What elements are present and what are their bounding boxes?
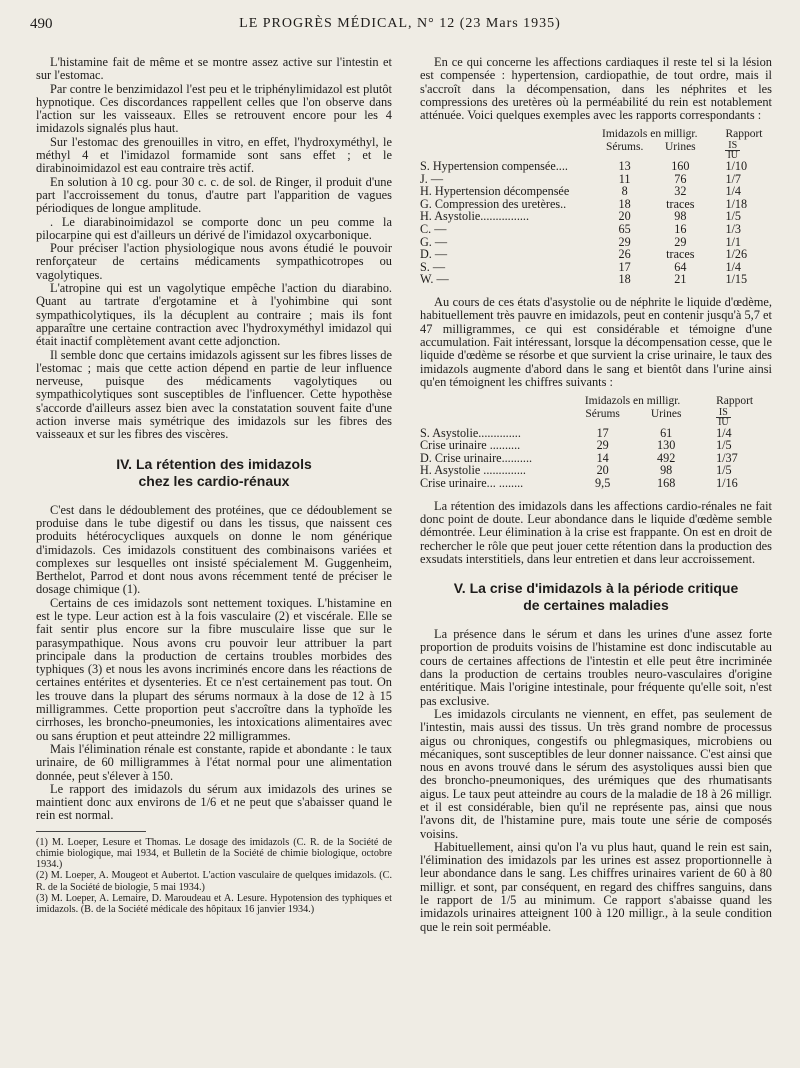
- ratio-value: 1/15: [725, 272, 748, 287]
- ratio-value: 1/18: [725, 196, 748, 211]
- table-row: [420, 223, 772, 236]
- table-row: [420, 439, 772, 452]
- table-col-ratio: Rapport: [716, 395, 754, 408]
- ratio-value: 1/3: [725, 222, 742, 237]
- table-subheader-row: [420, 141, 772, 160]
- table-body: [420, 160, 772, 286]
- serum-value: 13: [618, 159, 631, 174]
- table-row: [420, 477, 772, 490]
- paragraph: La rétention des imidazols dans les affections cardio-rénales ne fait donc point de doute. Leur abondance dans le liquide d'œdème semble démontrée. Leur élimination à la crise est frappante. On est en droit de rechercher le rôle que peut jouer cette rétention dans la production des exsudats interstitiels, dans leur entretien et dans leur accroissement.: [420, 498, 772, 566]
- ratio-fraction: $\frac{IS}{IU}$: [727, 140, 738, 162]
- row-label: G. Compression des uretères..: [420, 196, 567, 211]
- ratio-value: 1/5: [716, 438, 732, 453]
- row-label: D. —: [420, 247, 448, 262]
- table-subheader-row: [420, 408, 772, 427]
- section-number: V.: [453, 580, 466, 597]
- serum-value: 29: [596, 438, 609, 453]
- urines-value: 492: [657, 450, 676, 465]
- paragraph: En ce qui concerne les affections cardiaques il reste tel si la lésion est compensée : hypertension, cardiopathie, de tout ordre, mais il s'accroît dans la décompensation, dans les néphrites et les compressions des uretères où la perméabilité du rein est notablement atténuée. Voici quelques exemples avec les rapports correspondants :: [420, 55, 772, 123]
- ratio-value: 1/4: [716, 425, 732, 440]
- serum-value: 65: [618, 222, 631, 237]
- serum-value: 18: [618, 196, 631, 211]
- row-label: Crise urinaire... ........: [420, 476, 524, 491]
- table-group-header: Imidazols en milligr.: [602, 128, 698, 141]
- urines-value: 64: [674, 259, 687, 274]
- table-row: [420, 261, 772, 274]
- footnote: (2) M. Loeper, A. Mougeot et Aubertot. L'action vasculaire de quelques imidazols. (C. R. de la Société de biologie, 5 mai 1934.): [36, 870, 392, 893]
- serum-value: 17: [618, 259, 631, 274]
- serum-value: 9,5: [595, 476, 611, 491]
- section-title-line1: La rétention des imidazols: [135, 455, 312, 472]
- section-heading-iv: [36, 456, 392, 490]
- table-col-ratio: Rapport: [725, 128, 763, 141]
- serum-value: 8: [621, 184, 628, 199]
- serum-value: 14: [596, 450, 609, 465]
- left-column: [36, 56, 392, 915]
- table-body: [420, 427, 772, 490]
- paragraph: Pour préciser l'action physiologique nous avons étudié le pouvoir renforçateur de certains médicaments sympathicotropes ou vagolytiques.: [36, 241, 392, 282]
- paragraph: Le rapport des imidazols du sérum aux imidazols des urines se maintient donc aux environs de 1/6 et ne peut que s'abaisser quand le rein est normal.: [36, 781, 392, 823]
- urines-value: traces: [666, 247, 695, 262]
- paragraph: Il semble donc que certains imidazols agissent sur les fibres lisses de l'estomac ; mais que cette action dépend en partie de leur influence nerveuse, puisque des médicaments vagolytiques ou sympathicolytiques sont susceptibles de l'influencer. Cette hypothèse s'accorde d'ailleurs assez bien avec la constatation souvent faite d'une action inverse mais symétrique des imidazols sur les fibres des vaisseaux et sur les fibres des viscères.: [36, 347, 392, 442]
- ratio-value: 1/16: [716, 476, 738, 491]
- ratio-value: 1/4: [725, 184, 742, 199]
- serum-value: 20: [596, 463, 609, 478]
- section-title-line1: La crise d'imidazols à la période critique: [469, 580, 739, 597]
- table-row: [420, 160, 772, 173]
- ratio-fraction: $\frac{IS}{IU}$: [718, 406, 729, 428]
- row-label: S. Asystolie..............: [420, 425, 521, 440]
- section-heading-v: [420, 580, 772, 614]
- paragraph: Les imidazols circulants ne viennent, en effet, pas seulement de l'intestin, mais aussi des tissus. Un très grand nombre de processus aigus ou chroniques, congestifs ou phlegmasiques, microbiens ou mécaniques, sont susceptibles de leur donner naissance. C'est ainsi que nous en avons trouvé dans le sérum des asystoliques aussi bien que des broncho-pneumoniques, des urémiques que des rhumatisants aigus. Le taux peut atteindre au cours de la maladie de 18 à 26 milligr. et il est considérable, bien qu'il ne représente pas, ainsi que nous l'avons dit, de l'histamine pure, mais toute une série de composés voisins.: [420, 706, 772, 841]
- ratio-value: 1/37: [716, 450, 738, 465]
- imidazol-table-2: [420, 395, 772, 490]
- ratio-value: 1/1: [725, 234, 742, 249]
- paragraph: Au cours de ces états d'asystolie ou de néphrite le liquide d'œdème, habituellement très pauvre en imidazols, peut en contenir jusqu'à 5,7 et 47 milligrammes, ce qui est considérable et témoigne d'une accumulation. Fait intéressant, lorsque la décompensation cesse, que le liquide d'œdème se résorbe et que survient la crise urinaire, le taux des imidazols augmente d'abord dans le sang et bientôt dans l'urine ainsi qu'en témoignent les chiffres suivants :: [420, 295, 772, 389]
- table-header-row: [420, 395, 772, 408]
- table-row: [420, 273, 772, 286]
- table-col-urines: Urines: [650, 407, 682, 420]
- row-label: J. —: [420, 171, 444, 186]
- urines-value: 21: [674, 272, 687, 287]
- paragraph: L'atropine qui est un vagolytique empêche l'action du diarabino. Quant au tartrate d'ergotamine et à l'yohimbine qui sont sympathicolytiques, ils la décuplent au contraire ; mais ils font apparaître une certaine contraction avec l'hydroxyméthyl imidazol qui était inactif complètement avant cette adjonction.: [36, 281, 392, 349]
- ratio-value: 1/5: [716, 463, 732, 478]
- row-label: G. —: [420, 234, 448, 249]
- paragraph: Habituellement, ainsi qu'on l'a vu plus haut, quand le rein est sain, l'élimination des imidazols par les urines est assez proportionnelle à leur abondance dans le sang. Les chiffres urinaires varient de 60 à 80 milligr. et sont, par conséquent, en regard des chiffres sanguins, dans le rapport de 1/5 au minimum. Ce rapport s'abaisse quand les imidazols urinaires atteignent 100 à 120 milligr., à la seule condition que le rein soit perméable.: [420, 839, 772, 934]
- urines-value: traces: [666, 196, 695, 211]
- row-label: S. —: [420, 259, 446, 274]
- ratio-value: 1/7: [725, 171, 742, 186]
- footnote-divider: [36, 831, 146, 832]
- paragraph: La présence dans le sérum et dans les urines d'une assez forte proportion de produits voisins de l'histamine est donc indiscutable au cours de certaines affections de l'intestin et elle peut être incriminée dans la production de certains troubles neuro-vasculaires d'origine entéritique. Mais l'origine intestinale, pour fréquente qu'elle soit, n'est pas exclusive.: [420, 627, 772, 708]
- urines-value: 130: [657, 438, 676, 453]
- paragraph: . Le diarabinoimidazol se comporte donc un peu comme la pilocarpine qui est d'ailleurs un dérivé de l'imidazol oxycarbonique.: [36, 214, 392, 242]
- urines-value: 16: [674, 222, 687, 237]
- urines-value: 98: [674, 209, 687, 224]
- paragraph: L'histamine fait de même et se montre assez active sur l'intestin et sur l'estomac.: [36, 55, 392, 83]
- row-label: H. Asystolie................: [420, 209, 530, 224]
- serum-value: 18: [618, 272, 631, 287]
- serum-value: 11: [618, 171, 631, 186]
- paragraph: Sur l'estomac des grenouilles in vitro, en effet, l'hydroxyméthyl, le méthyl 4 et l'imidazol formamide sont sans effet ; et le dirabinoimidazol est eau contraire très actif.: [36, 134, 392, 176]
- paragraph: C'est dans le dédoublement des protéines, que ce dédoublement se produise dans le tube digestif ou dans les tissus, que naissent ces produits hétérocycliques auxquels on donne le nom générique d'imidazols. Ces imidazols constituent des combinaisons variées et complexes sur lesquelles ont insisté spécialement M. Guggenheim, Berthelot, Parrod et dont nous avons récemment tenté de préciser le dosage chimique (1).: [36, 502, 392, 597]
- row-label: W. —: [420, 272, 449, 287]
- imidazol-table-1: [420, 128, 772, 286]
- row-label: D. Crise urinaire..........: [420, 450, 533, 465]
- paragraph: Certains de ces imidazols sont nettement toxiques. L'histamine en est le type. Leur action est à la fois vasculaire (2) et viscérale. Elle se fait sentir plus encore sur la fibre musculaire lisse que sur le parasympathique. Nous avons cru pouvoir leur attribuer la part principale dans la production de certains troubles morbides des typhiques (3) et nous les avons incriminés encore dans les réactions de certaines entérites et dysenteries. Et ce n'est certainement pas tout. On les trouve dans la plupart des sérums normaux à la dose de 12 à 15 milligrammes. Cette proportion peut s'accroître dans la typhoïde les cirrhoses, les broncho-pneumonies, les intoxications alimentaires avec ou sans éruption et peut atteindre 22 milligrammes.: [36, 595, 392, 743]
- section-number: IV.: [116, 455, 133, 472]
- footnote: (1) M. Loeper, Lesure et Thomas. Le dosage des imidazols (C. R. de la Société de chimie biologique, mai 1934, et Bulletin de la Société de chimie biologique, octobre 1934.): [36, 836, 392, 871]
- table-header-row: [420, 128, 772, 141]
- row-label: H. Hypertension décompensée: [420, 184, 570, 199]
- paragraph: Mais l'élimination rénale est constante, rapide et abondante : le taux urinaire, de 60 milligrammes à l'état normal pour une alimentation donnée, peut s'élever à 150.: [36, 741, 392, 783]
- urines-value: 61: [660, 425, 673, 440]
- section-title-line2: de certaines maladies: [523, 597, 669, 614]
- table-row: [420, 248, 772, 261]
- right-column: [420, 56, 772, 934]
- table-row: [420, 185, 772, 198]
- paragraph: En solution à 10 cg. pour 30 c. c. de sol. de Ringer, il produit d'une part l'accroissement du tonus, d'autre part l'apparition de vagues périodiques de longue amplitude.: [36, 174, 392, 216]
- urines-value: 98: [660, 463, 673, 478]
- serum-value: 29: [618, 234, 631, 249]
- table-col-urines: Urines: [665, 141, 696, 154]
- table-col-serum: Sérums.: [605, 141, 644, 154]
- row-label: H. Asystolie ..............: [420, 463, 526, 478]
- row-label: C. —: [420, 222, 447, 237]
- table-col-serum: Sérums: [585, 407, 620, 420]
- table-row: [420, 236, 772, 249]
- ratio-value: 1/5: [725, 209, 742, 224]
- page-header: [30, 16, 770, 36]
- urines-value: 168: [657, 476, 676, 491]
- running-title: LE PROGRÈS MÉDICAL, N° 12 (23 Mars 1935): [239, 16, 561, 31]
- serum-value: 26: [618, 247, 631, 262]
- table-group-header: Imidazols en milligr.: [584, 395, 681, 408]
- row-label: Crise urinaire ..........: [420, 438, 521, 453]
- row-label: S. Hypertension compensée....: [420, 159, 568, 174]
- urines-value: 76: [674, 171, 687, 186]
- footnote: (3) M. Loeper, A. Lemaire, D. Maroudeau et A. Lesure. Hypotension des typhiques et imidazols. (B. de la Société médicale des hôpitaux 16 janvier 1934.): [36, 892, 392, 915]
- urines-value: 29: [674, 234, 687, 249]
- ratio-value: 1/26: [725, 247, 748, 262]
- section-title-line2: chez les cardio-rénaux: [138, 472, 290, 489]
- ratio-value: 1/4: [725, 259, 742, 274]
- urines-value: 32: [674, 184, 687, 199]
- ratio-value: 1/10: [725, 159, 748, 174]
- serum-value: 17: [596, 425, 609, 440]
- paragraph: Par contre le benzimidazol l'est peu et le triphénylimidazol est plutôt hypnotique. Ces discordances rappellent celles que l'on observe dans l'action sur les vaisseaux. Elles se retrouvent encore pour les 4 imidazols signalés plus haut.: [36, 81, 392, 136]
- serum-value: 20: [618, 209, 631, 224]
- table-row: [420, 210, 772, 223]
- urines-value: 160: [671, 159, 690, 174]
- page-number: 490: [30, 16, 53, 32]
